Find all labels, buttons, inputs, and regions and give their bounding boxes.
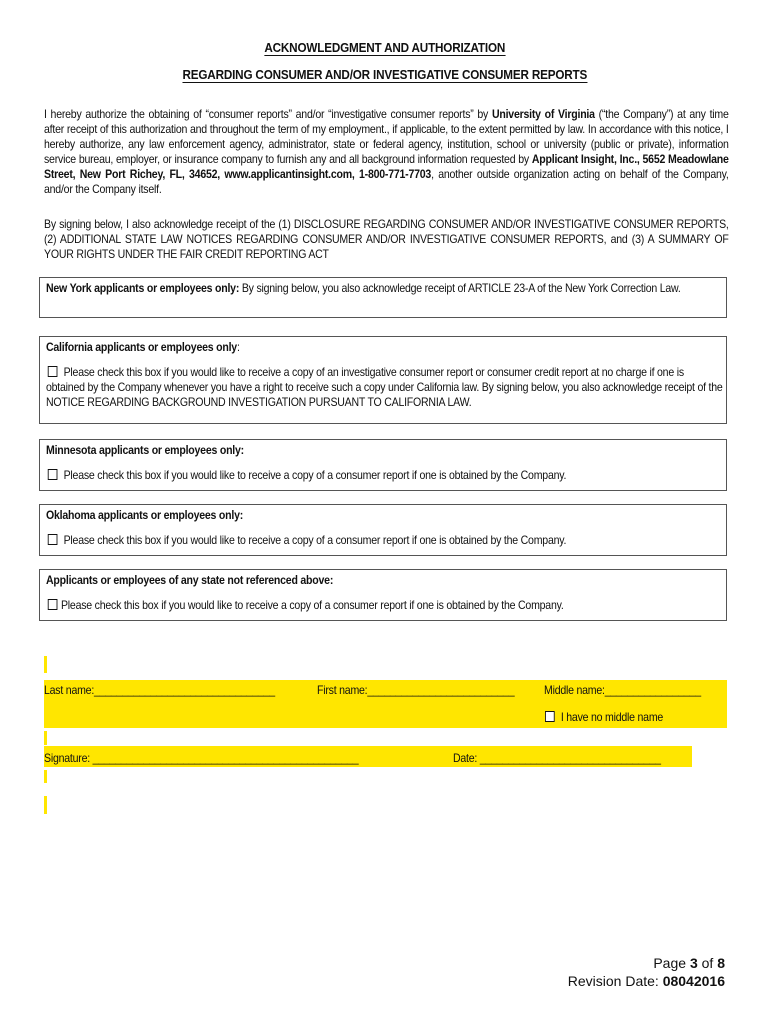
oklahoma-section <box>39 504 727 556</box>
california-copy-checkbox[interactable] <box>48 366 58 377</box>
acknowledgment-paragraph: By signing below, I also acknowledge receipt of the (1) DISCLOSURE REGARDING CONSUMER AND/OR INVESTIGATIVE CONSUMER REPORTS, (2) ADDITIONAL STATE LAW NOTICES REGARDING CONSUMER AND/OR INVESTIGATIVE CONSUMER REPORTS, and (3) A SUMMARY OF YOUR RIGHTS UNDER THE FAIR CREDIT REPORTING ACT <box>44 217 729 261</box>
no-middle-name-label: I have no middle name <box>560 710 664 724</box>
new-york-heading: New York applicants or employees only: <box>46 281 240 295</box>
signature-field[interactable]: Signature: _______________________________________________ <box>44 751 359 765</box>
document-subtitle: REGARDING CONSUMER AND/OR INVESTIGATIVE CONSUMER REPORTS <box>182 67 588 82</box>
authorization-paragraph: I hereby authorize the obtaining of “consumer reports” and/or “investigative consumer reports” by University of Virginia (“the Company”) at any time after receipt of this authorization and throughout the term of my employment., if applicable, to the extent permitted by law. In accordance with this notice, I hereby authorize, any law enforcement agency, administrator, state or federal agency, institution, school or university (public or private), information service bureau, employer, or insurance company to furnish any and all background information requested by Applicant Insight, Inc., 5652 Meadowlane Street, New Port Richey, FL, 34652, www.applicantinsight.com, 1-800-771-7703, another outside organization acting on behalf of the Company, and/or the Company itself. <box>44 107 729 196</box>
other-states-copy-checkbox[interactable] <box>48 599 58 610</box>
no-middle-name-checkbox[interactable] <box>545 711 555 722</box>
oklahoma-heading: Oklahoma applicants or employees only: <box>46 508 244 522</box>
minnesota-text: Please check this box if you would like to receive a copy of a consumer report if one is obtained by the Company. <box>63 468 567 482</box>
date-field[interactable]: Date: ________________________________ <box>453 751 661 765</box>
new-york-section <box>39 277 727 318</box>
minnesota-heading: Minnesota applicants or employees only: <box>46 443 244 457</box>
california-text: Please check this box if you would like to receive a copy of an investigative consumer report or consumer credit report at no charge if one is obtained by the Company whenever you have a right to receive such a copy under California law. By signing below, you also acknowledge receipt of the NOTICE REGARDING BACKGROUND INVESTIGATION PURSUANT TO CALIFORNIA LAW. <box>46 365 723 409</box>
highlight-marker <box>44 656 47 673</box>
other-states-section <box>39 569 727 621</box>
highlight-marker <box>44 731 47 745</box>
california-section: California applicants or employees only: Please check this box if you would like to receive a copy of an investigative consumer report or consumer credit report at no charge if one is obtained by the Company whenever you have a right to receive such a copy under California law. By signing below, you also acknowledge receipt of the NOTICE REGARDING BACKGROUND INVESTIGATION PURSUANT TO CALIFORNIA LAW. <box>39 336 727 424</box>
oklahoma-text: Please check this box if you would like to receive a copy of a consumer report if one is obtained by the Company. <box>63 533 567 547</box>
california-heading: California applicants or employees only <box>46 340 237 354</box>
company-name: University of Virginia <box>491 107 595 121</box>
first-name-field[interactable]: First name:__________________________ <box>317 683 515 697</box>
minnesota-section <box>39 439 727 491</box>
minnesota-copy-checkbox[interactable] <box>48 469 58 480</box>
other-states-text: Please check this box if you would like to receive a copy of a consumer report if one is obtained by the Company. <box>60 598 564 612</box>
last-name-field[interactable]: Last name:________________________________ <box>44 683 275 697</box>
document-title: ACKNOWLEDGMENT AND AUTHORIZATION <box>264 40 506 55</box>
middle-name-field[interactable]: Middle name:_________________ <box>544 683 701 697</box>
other-states-heading: Applicants or employees of any state not referenced above: <box>46 573 334 587</box>
vendor-info: Applicant Insight, Inc., 5652 Meadowlane Street, New Port Richey, FL, 34652, www.applicantinsight.com, 1-800-771-7703 <box>44 152 729 181</box>
highlight-marker <box>44 770 47 783</box>
revision-date: Revision Date: 08042016 <box>567 973 725 989</box>
page-number: Page 3 of 8 <box>653 955 725 971</box>
oklahoma-copy-checkbox[interactable] <box>48 534 58 545</box>
new-york-text: By signing below, you also acknowledge receipt of ARTICLE 23-A of the New York Correction Law. <box>239 281 681 295</box>
highlight-marker <box>44 796 47 814</box>
